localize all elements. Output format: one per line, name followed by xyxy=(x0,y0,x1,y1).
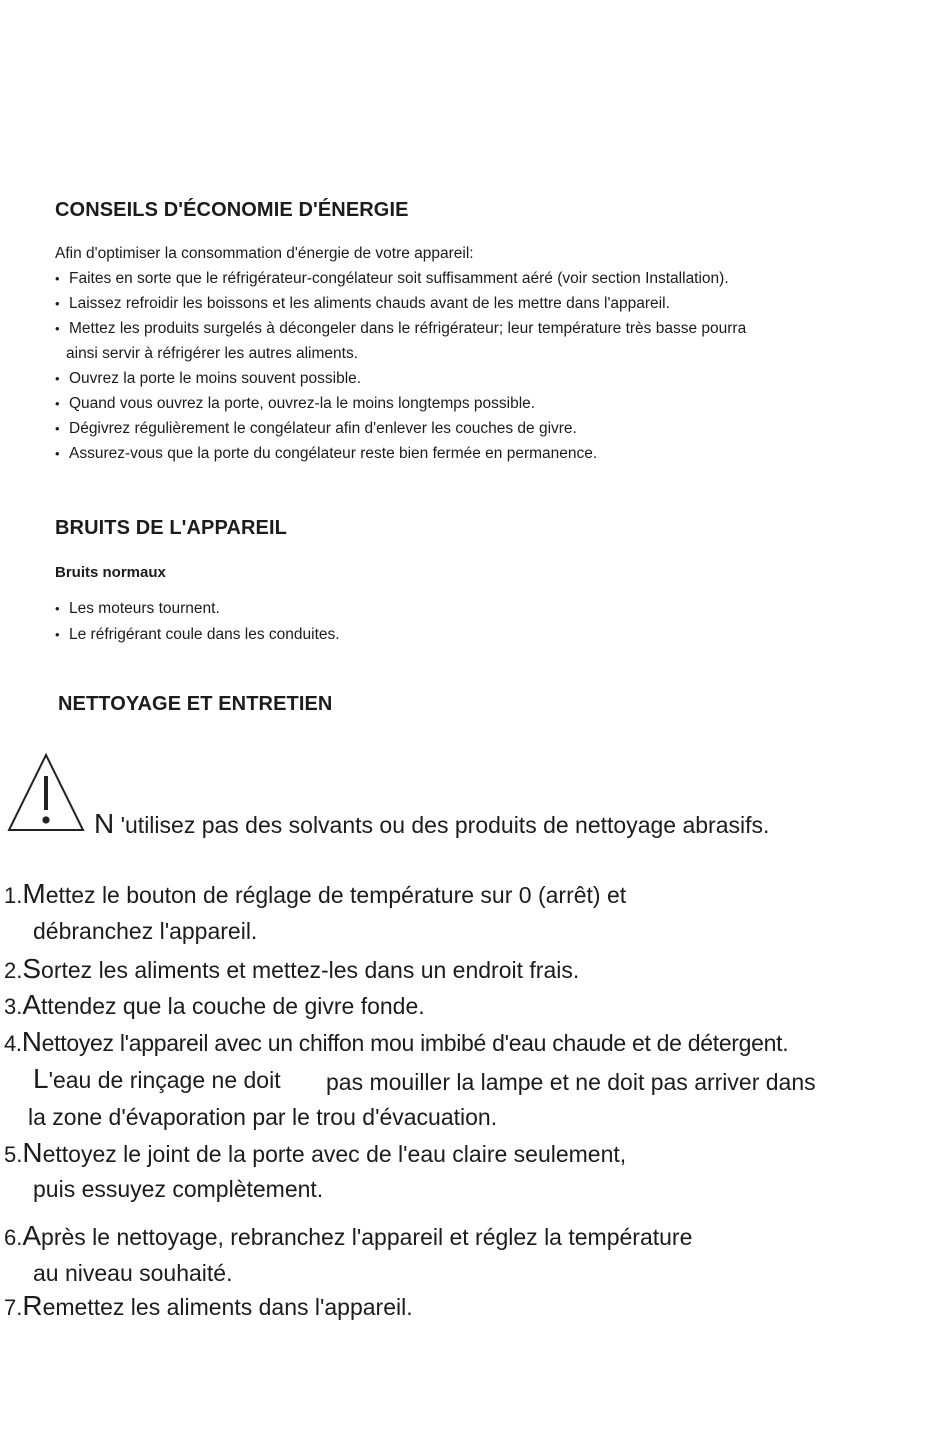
bullet: • xyxy=(55,627,60,642)
step-4-note-line-1: L'eau de rinçage ne doit xyxy=(33,1063,281,1094)
list-item: • Assurez-vous que la porte du congélateur reste bien fermée en permanence. xyxy=(55,445,598,462)
bullet: • xyxy=(55,321,60,336)
noise-subheading: Bruits normaux xyxy=(55,564,166,581)
bullet: • xyxy=(55,446,60,461)
step-3: 3.Attendez que la couche de givre fonde. xyxy=(4,989,425,1020)
step-5: 5.Nettoyez le joint de la porte avec de l'eau claire seulement, xyxy=(4,1137,627,1168)
list-item: • Faites en sorte que le réfrigérateur-congélateur soit suffisamment aéré (voir section Installation). xyxy=(55,270,729,287)
list-item: • Mettez les produits surgelés à décongeler dans le réfrigérateur; leur température très basse pourra xyxy=(55,320,747,337)
list-item: • Les moteurs tournent. xyxy=(55,600,220,617)
list-item: • Dégivrez régulièrement le congélateur afin d'enlever les couches de givre. xyxy=(55,420,577,437)
list-item: • Le réfrigérant coule dans les conduites. xyxy=(55,626,340,643)
bullet: • xyxy=(55,371,60,386)
cleaning-heading: NETTOYAGE ET ENTRETIEN xyxy=(58,693,333,715)
list-item-continuation: ainsi servir à réfrigérer les autres aliments. xyxy=(66,345,359,362)
step-4: 4.Nettoyez l'appareil avec un chiffon mou imbibé d'eau chaude et de détergent. xyxy=(4,1026,789,1057)
step-7: 7.Remettez les aliments dans l'appareil. xyxy=(4,1290,413,1321)
energy-heading: CONSEILS D'ÉCONOMIE D'ÉNERGIE xyxy=(55,199,409,221)
bullet: • xyxy=(55,296,60,311)
warning-triangle-icon xyxy=(6,752,86,834)
step-4-note-line-1b: pas mouiller la lampe et ne doit pas arriver dans xyxy=(326,1069,816,1095)
step-6: 6.Après le nettoyage, rebranchez l'appareil et réglez la température xyxy=(4,1220,693,1251)
step-6-continuation: au niveau souhaité. xyxy=(33,1260,233,1286)
step-1: 1.Mettez le bouton de réglage de température sur 0 (arrêt) et xyxy=(4,878,627,909)
list-item: • Ouvrez la porte le moins souvent possible. xyxy=(55,370,362,387)
list-item: • Quand vous ouvrez la porte, ouvrez-la le moins longtemps possible. xyxy=(55,395,536,412)
warning-text: N 'utilisez pas des solvants ou des produits de nettoyage abrasifs. xyxy=(94,808,770,839)
bullet: • xyxy=(55,271,60,286)
step-2: 2.Sortez les aliments et mettez-les dans un endroit frais. xyxy=(4,953,580,984)
bullet: • xyxy=(55,396,60,411)
noise-heading: BRUITS DE L'APPAREIL xyxy=(55,517,287,539)
step-4-note-line-2: la zone d'évaporation par le trou d'évacuation. xyxy=(28,1104,498,1130)
list-item: • Laissez refroidir les boissons et les aliments chauds avant de les mettre dans l'appareil. xyxy=(55,295,670,312)
step-5-continuation: puis essuyez complètement. xyxy=(33,1176,324,1202)
bullet: • xyxy=(55,601,60,616)
bullet: • xyxy=(55,421,60,436)
step-1-continuation: débranchez l'appareil. xyxy=(33,918,258,944)
energy-intro: Afin d'optimiser la consommation d'énergie de votre appareil: xyxy=(55,245,474,262)
